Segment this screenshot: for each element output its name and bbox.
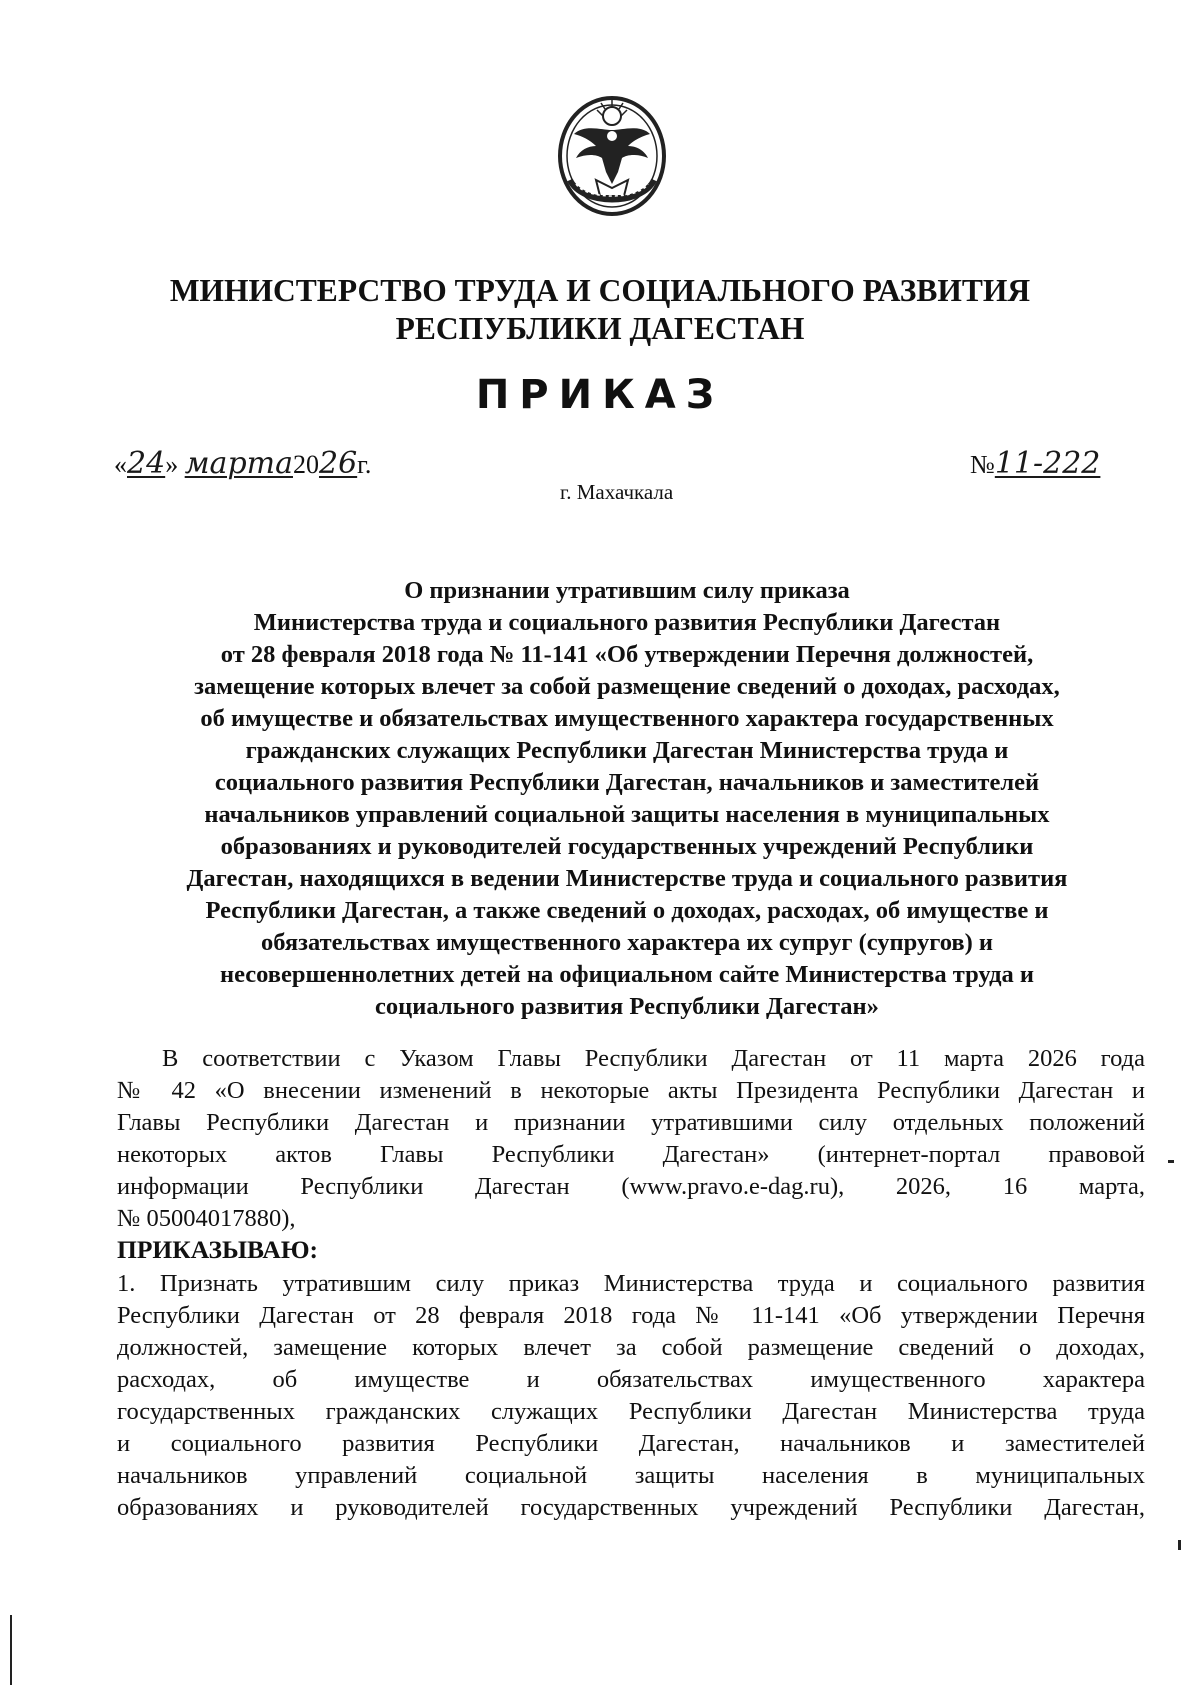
item-line: образованиях и руководителей государственных учреждений Республики Дагестан,	[117, 1494, 1145, 1521]
preamble-line: информации Республики Дагестан (www.pravo.e-dag.ru), 2026, 16 марта,	[117, 1173, 1145, 1200]
heading-line: О признании утратившим силу приказа	[404, 577, 850, 604]
heading-line: Министерства труда и социального развития Республики Дагестан	[253, 609, 1001, 636]
item-line: начальников управлений социальной защиты населения в муниципальных	[117, 1462, 1145, 1489]
date-close-quote: »	[165, 450, 179, 479]
heading-line: социального развития Республики Дагестан»	[375, 993, 879, 1020]
heading-line: гражданских служащих Республики Дагестан Министерства труда и	[245, 737, 1009, 764]
coat-of-arms-emblem	[552, 88, 672, 220]
date-month: марта	[184, 446, 293, 481]
date-day: 24	[127, 446, 166, 481]
ministry-name-line-2: РЕСПУБЛИКИ ДАГЕСТАН	[395, 311, 805, 346]
item-line: расходах, об имуществе и обязательствах имущественного характера	[117, 1366, 1145, 1393]
item-line: Республики Дагестан от 28 февраля 2018 года № 11-141 «Об утверждении Перечня	[117, 1302, 1145, 1329]
heading-line: несовершеннолетних детей на официальном сайте Министерства труда и	[219, 961, 1035, 988]
orders-label: ПРИКАЗЫВАЮ:	[117, 1235, 319, 1264]
heading-line: обязательствах имущественного характера их супруг (супругов) и	[261, 929, 993, 956]
date-year-prefix: 20	[292, 450, 319, 479]
heading-line: Дагестан, находящихся в ведении Министерстве труда и социального развития	[186, 865, 1068, 892]
preamble-line: Главы Республики Дагестан и признании утратившими силу отдельных положений	[117, 1109, 1145, 1136]
date-year-suffix: 26	[318, 446, 358, 481]
preamble-line: № 42 «О внесении изменений в некоторые акты Президента Республики Дагестан и	[117, 1077, 1145, 1104]
number-prefix: №	[970, 450, 995, 479]
heading-line: начальников управлений социальной защиты населения в муниципальных	[204, 801, 1050, 828]
preamble-line: № 05004017880),	[117, 1205, 296, 1232]
order-title: ПРИКАЗ	[475, 372, 725, 418]
item-1-paragraph	[117, 1268, 1145, 1524]
scan-edge-mark	[10, 1615, 12, 1685]
heading-line: образованиях и руководителей государственных учреждений Республики	[220, 833, 1034, 860]
date-open-quote: «	[114, 450, 127, 479]
scan-speck	[1168, 1160, 1174, 1163]
preamble-line: некоторых актов Главы Республики Дагестан» (интернет-портал правовой	[117, 1141, 1145, 1168]
heading-line: об имуществе и обязательствах имущественного характера государственных	[200, 705, 1054, 732]
heading-line: Республики Дагестан, а также сведений о доходах, расходах, об имуществе и	[205, 897, 1049, 924]
date-year-mark: г.	[357, 450, 372, 479]
preamble-line: В соответствии с Указом Главы Республики Дагестан от 11 марта 2026 года	[162, 1045, 1145, 1072]
heading-line: социального развития Республики Дагестан, начальников и заместителей	[214, 769, 1040, 796]
item-line: государственных гражданских служащих Республики Дагестан Министерства труда	[117, 1398, 1145, 1425]
ministry-name-line-1: МИНИСТЕРСТВО ТРУДА И СОЦИАЛЬНОГО РАЗВИТИЯ	[169, 273, 1031, 308]
number-value: 11-222	[994, 446, 1101, 481]
scan-edge-mark	[1178, 1540, 1181, 1550]
heading-line: от 28 февраля 2018 года № 11-141 «Об утверждении Перечня должностей,	[220, 641, 1034, 668]
item-line: и социального развития Республики Дагестан, начальников и заместителей	[117, 1430, 1145, 1457]
heading-line: замещение которых влечет за собой размещение сведений о доходах, расходах,	[194, 673, 1060, 700]
city: г. Махачкала	[560, 480, 674, 504]
document-heading	[112, 575, 1142, 1023]
preamble-paragraph	[117, 1043, 1145, 1235]
order-number	[970, 446, 1100, 481]
item-line: 1. Признать утратившим силу приказ Министерства труда и социального развития	[117, 1270, 1145, 1297]
item-line: должностей, замещение которых влечет за собой размещение сведений о доходах,	[117, 1334, 1145, 1361]
order-date	[114, 446, 371, 481]
